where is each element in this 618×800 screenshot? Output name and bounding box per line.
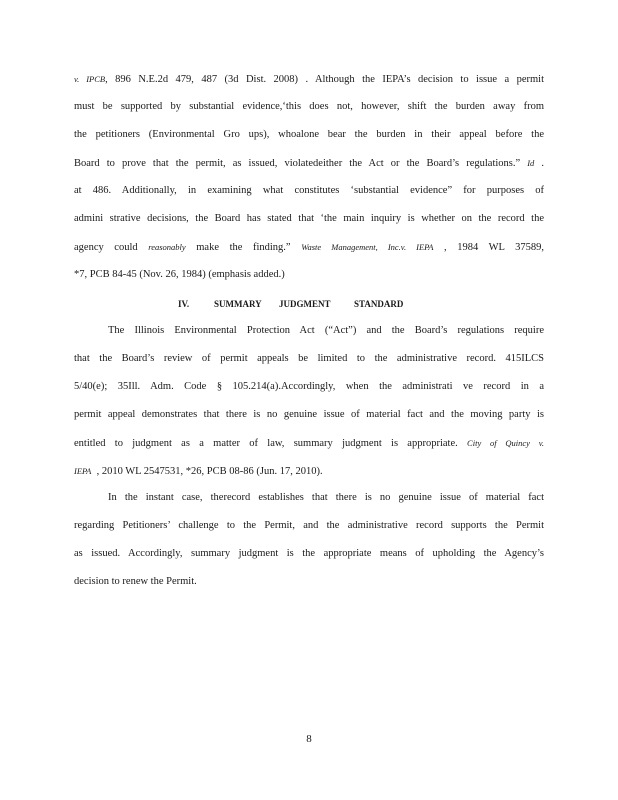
para2-line-1: The Illinois Environmental Protection Act (“Act”) and the Board’s regulations require <box>108 325 544 336</box>
para2-line-3: 5/40(e); 35Ill. Adm. Code § 105.214(a).Accordingly, when the administrati ve record in a <box>74 381 544 392</box>
page-number: 8 <box>306 733 312 745</box>
para1-line-1: v. IPCB, 896 N.E.2d 479, 487 (3d Dist. 2008) . Although the IEPA’s decision to issue a permit <box>74 74 544 85</box>
para3-line-3: as issued. Accordingly, summary judgment is the appropriate means of upholding the Agency’s <box>74 548 544 559</box>
para3-line-2: regarding Petitioners’ challenge to the Permit, and the administrative record supports the Permit <box>74 520 544 531</box>
heading-word: SUMMARY <box>214 299 262 309</box>
para2-line-4: permit appeal demonstrates that there is no genuine issue of material fact and the moving party is <box>74 409 544 420</box>
para1-line-8: *7, PCB 84-45 (Nov. 26, 1984) (emphasis added.) <box>74 269 285 280</box>
section-number: IV. <box>178 299 190 309</box>
para2-line-2: that the Board’s review of permit appeals be limited to the administrative record. 415ILCS <box>74 353 544 364</box>
case-citation: Waste Management, Inc.v. IEPA <box>301 242 434 252</box>
para1-line-5: at 486. Additionally, in examining what constitutes ‘substantial evidence” for purposes of <box>74 185 544 196</box>
case-citation: v. IPCB <box>74 74 106 84</box>
heading-word: STANDARD <box>354 299 404 309</box>
heading-word: JUDGMENT <box>279 299 331 309</box>
para3-line-1: In the instant case, therecord establishes that there is no genuine issue of material fact <box>108 492 544 503</box>
para1-line-6: admini strative decisions, the Board has stated that ‘the main inquiry is whether on the record the <box>74 213 544 224</box>
para1-line-2: must be supported by substantial evidence,‘this does not, however, shift the burden away from <box>74 101 544 112</box>
para3-line-4: decision to renew the Permit. <box>74 576 197 587</box>
emphasis-text: reasonably <box>148 242 186 252</box>
case-citation: IEPA <box>74 466 92 476</box>
para2-line-6: IEPA , 2010 WL 2547531, *26, PCB 08-86 (Jun. 17, 2010). <box>74 466 323 477</box>
para2-line-5: entitled to judgment as a matter of law, summary judgment is appropriate. City of Quincy v. <box>74 438 544 449</box>
para1-line-3: the petitioners (Environmental Gro ups), whoalone bear the burden in their appeal before the <box>74 129 544 140</box>
case-citation: Id <box>527 158 535 168</box>
para1-line-4: Board to prove that the permit, as issued, violatedeither the Act or the Board’s regulations.” Id . <box>74 158 544 169</box>
case-citation: City of Quincy v. <box>467 438 544 448</box>
para1-line-7: agency could reasonably make the finding.” Waste Management, Inc.v. IEPA , 1984 WL 37589, <box>74 242 544 253</box>
